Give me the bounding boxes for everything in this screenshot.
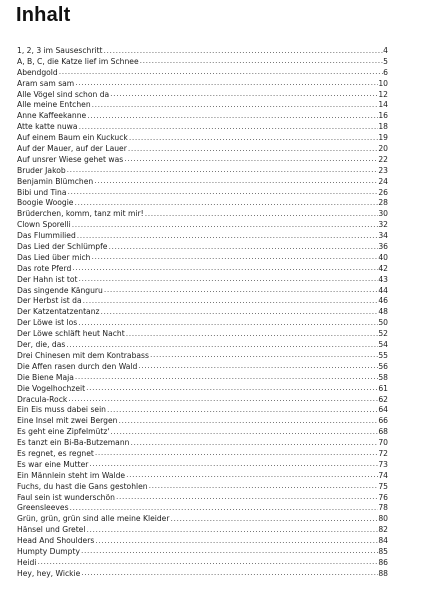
toc-entry-page-number: 4 (383, 46, 388, 55)
toc-entry-title: Ein Männlein steht im Walde (17, 470, 126, 480)
toc-entry (17, 471, 388, 482)
toc-entry-page-number: 5 (383, 56, 388, 66)
toc-entry-title: Brüderchen, komm, tanz mit mir! (17, 209, 144, 219)
toc-entry-page-number: 10 (378, 78, 388, 88)
toc-entry-title: Faul sein ist wunderschön (17, 492, 115, 502)
toc-entry-title: Abendgold (17, 67, 58, 77)
toc-entry (17, 427, 388, 438)
dot-leader (89, 459, 378, 470)
page-title: Inhalt (16, 4, 71, 26)
toc-entry-page-number: 85 (378, 546, 388, 556)
toc-entry-page-number: 86 (378, 557, 388, 567)
dot-leader (87, 111, 378, 122)
dot-leader (59, 67, 383, 78)
toc-entry (17, 122, 388, 133)
toc-entry-page-number: 66 (378, 416, 388, 426)
toc-entry (17, 547, 388, 558)
toc-entry-title: Auf unsrer Wiese gehet was (17, 154, 124, 164)
toc-entry-page-number: 62 (378, 394, 388, 404)
dot-leader (101, 307, 379, 318)
toc-entry-page-number: 34 (378, 231, 388, 241)
dot-leader (149, 481, 379, 492)
toc-entry (17, 460, 388, 471)
toc-entry-page-number: 76 (378, 492, 388, 502)
toc-entry-title: Es war eine Mutter (17, 459, 89, 469)
toc-entry-title: Es regnet, es regnet (17, 448, 94, 458)
toc-entry-page-number: 80 (378, 514, 388, 524)
dot-leader (86, 383, 378, 394)
table-of-contents (17, 46, 388, 580)
toc-entry-title: Anne Kaffeekanne (17, 111, 87, 121)
toc-entry-page-number: 28 (378, 198, 388, 208)
dot-leader (116, 492, 378, 503)
dot-leader (170, 514, 378, 525)
toc-entry (17, 525, 388, 536)
toc-entry-title: Ein Eis muss dabei sein (17, 405, 106, 415)
toc-entry (17, 318, 388, 329)
toc-entry (17, 79, 388, 90)
dot-leader (78, 318, 378, 329)
toc-entry (17, 569, 388, 580)
toc-entry (17, 133, 388, 144)
toc-entry (17, 264, 388, 275)
toc-entry (17, 166, 388, 177)
toc-entry-title: Es tanzt ein Bi-Ba-Butzemann (17, 438, 130, 448)
toc-entry-page-number: 46 (378, 296, 388, 306)
dot-leader (108, 242, 378, 253)
toc-entry (17, 100, 388, 111)
toc-entry-page-number: 26 (378, 187, 388, 197)
toc-entry-title: Eine Insel mit zwei Bergen (17, 416, 118, 426)
toc-entry-title: Drei Chinesen mit dem Kontrabass (17, 350, 149, 360)
toc-entry (17, 384, 388, 395)
dot-leader (72, 220, 379, 231)
toc-entry (17, 482, 388, 493)
toc-entry (17, 57, 388, 68)
toc-entry-title: Greensleeves (17, 503, 69, 513)
toc-entry-title: Aram sam sam (17, 78, 75, 88)
dot-leader (94, 176, 378, 187)
toc-entry-title: Der Katzentatzentanz (17, 307, 100, 317)
toc-entry (17, 558, 388, 569)
toc-entry-page-number: 56 (378, 361, 388, 371)
toc-entry-title: Die Affen rasen durch den Wald (17, 361, 138, 371)
dot-leader (128, 144, 378, 155)
toc-entry (17, 68, 388, 79)
toc-entry-title: Bibi und Tina (17, 187, 67, 197)
toc-entry-page-number: 74 (378, 470, 388, 480)
toc-entry (17, 253, 388, 264)
toc-entry-page-number: 42 (378, 263, 388, 273)
dot-leader (104, 46, 384, 57)
toc-entry-page-number: 44 (378, 285, 388, 295)
dot-leader (110, 89, 378, 100)
toc-entry-title: Der, die, das (17, 340, 66, 350)
toc-entry-page-number: 50 (378, 318, 388, 328)
toc-entry (17, 220, 388, 231)
dot-leader (68, 187, 379, 198)
dot-leader (110, 427, 378, 438)
toc-entry (17, 536, 388, 547)
toc-entry-title: Das singende Känguru (17, 285, 103, 295)
dot-leader (75, 78, 378, 89)
toc-entry (17, 111, 388, 122)
toc-entry-page-number: 58 (378, 372, 388, 382)
toc-entry-page-number: 73 (378, 459, 388, 469)
toc-entry-title: Boogie Woogie (17, 198, 74, 208)
toc-entry (17, 514, 388, 525)
toc-entry-title: Das Lied der Schlümpfe (17, 242, 108, 252)
dot-leader (81, 546, 378, 557)
toc-entry (17, 493, 388, 504)
toc-entry-title: Das Lied über mich (17, 252, 91, 262)
dot-leader (79, 274, 379, 285)
toc-entry-title: Fuchs, du hast die Gans gestohlen (17, 481, 148, 491)
toc-entry (17, 286, 388, 297)
toc-entry (17, 362, 388, 373)
dot-leader (140, 56, 384, 67)
toc-entry (17, 46, 388, 57)
dot-leader (83, 296, 379, 307)
toc-entry (17, 242, 388, 253)
dot-leader (104, 285, 378, 296)
toc-entry-title: Grün, grün, grün sind alle meine Kleider (17, 514, 170, 524)
toc-entry (17, 503, 388, 514)
toc-entry-title: Benjamin Blümchen (17, 176, 94, 186)
toc-entry (17, 405, 388, 416)
toc-entry (17, 307, 388, 318)
toc-entry-title: Dracula-Rock (17, 394, 68, 404)
dot-leader (68, 394, 378, 405)
toc-entry-title: Alle Vögel sind schon da (17, 89, 110, 99)
dot-leader (37, 557, 378, 568)
dot-leader (92, 100, 379, 111)
toc-entry-page-number: 6 (383, 67, 388, 77)
toc-entry-page-number: 14 (378, 100, 388, 110)
toc-entry-page-number: 75 (378, 481, 388, 491)
toc-entry-page-number: 78 (378, 503, 388, 513)
toc-entry-title: Der Herbst ist da (17, 296, 82, 306)
toc-entry-page-number: 20 (378, 144, 388, 154)
toc-entry-title: A, B, C, die Katze lief im Schnee (17, 56, 139, 66)
toc-entry-page-number: 54 (378, 340, 388, 350)
toc-entry-page-number: 30 (378, 209, 388, 219)
toc-entry-title: Clown Sporelli (17, 220, 71, 230)
toc-entry-page-number: 64 (378, 405, 388, 415)
dot-leader (86, 525, 378, 536)
toc-entry-title: Atte katte nuwa (17, 122, 78, 132)
dot-leader (145, 209, 379, 220)
toc-entry (17, 329, 388, 340)
toc-entry (17, 340, 388, 351)
toc-entry-title: Der Hahn ist tot (17, 274, 78, 284)
toc-entry (17, 373, 388, 384)
toc-entry-page-number: 40 (378, 252, 388, 262)
toc-entry (17, 231, 388, 242)
dot-leader (150, 350, 378, 361)
toc-entry (17, 296, 388, 307)
toc-entry-title: Die Biene Maja (17, 372, 74, 382)
toc-entry-page-number: 52 (378, 329, 388, 339)
toc-entry-page-number: 12 (378, 89, 388, 99)
toc-entry-page-number: 82 (378, 525, 388, 535)
toc-entry-title: Das rote Pferd (17, 263, 72, 273)
toc-entry (17, 144, 388, 155)
toc-entry-page-number: 24 (378, 176, 388, 186)
dot-leader (138, 361, 378, 372)
toc-entry-title: Der Löwe schläft heut Nacht (17, 329, 125, 339)
toc-entry-page-number: 32 (378, 220, 388, 230)
toc-entry-page-number: 22 (378, 154, 388, 164)
toc-entry (17, 351, 388, 362)
toc-entry (17, 188, 388, 199)
toc-entry-title: Heidi (17, 557, 37, 567)
toc-entry-title: Hey, hey, Wickie (17, 568, 81, 578)
toc-entry-title: Bruder Jakob (17, 165, 66, 175)
toc-entry-title: Die Vogelhochzeit (17, 383, 86, 393)
toc-entry-title: Humpty Dumpty (17, 546, 80, 556)
dot-leader (75, 372, 378, 383)
toc-entry (17, 275, 388, 286)
dot-leader (107, 405, 378, 416)
toc-entry-page-number: 18 (378, 122, 388, 132)
toc-entry-title: Der Löwe ist los (17, 318, 78, 328)
toc-entry (17, 416, 388, 427)
dot-leader (79, 122, 379, 133)
toc-entry-page-number: 43 (378, 274, 388, 284)
dot-leader (91, 252, 378, 263)
toc-entry-title: 1, 2, 3 im Sauseschritt (17, 46, 103, 55)
toc-entry (17, 198, 388, 209)
toc-entry-title: Alle meine Entchen (17, 100, 91, 110)
dot-leader (66, 340, 378, 351)
toc-entry (17, 177, 388, 188)
toc-entry-title: Auf einem Baum ein Kuckuck (17, 133, 128, 143)
toc-entry-title: Es geht eine Zipfelmütz' (17, 427, 110, 437)
dot-leader (118, 416, 378, 427)
dot-leader (129, 133, 379, 144)
toc-entry (17, 90, 388, 101)
toc-entry (17, 155, 388, 166)
toc-entry-page-number: 19 (378, 133, 388, 143)
toc-entry-page-number: 84 (378, 536, 388, 546)
dot-leader (126, 329, 379, 340)
dot-leader (124, 154, 378, 165)
toc-entry-page-number: 36 (378, 242, 388, 252)
toc-entry (17, 449, 388, 460)
toc-entry-page-number: 23 (378, 165, 388, 175)
toc-entry (17, 209, 388, 220)
toc-entry-page-number: 70 (378, 438, 388, 448)
toc-entry-page-number: 68 (378, 427, 388, 437)
dot-leader (74, 198, 378, 209)
dot-leader (81, 568, 378, 579)
toc-entry (17, 395, 388, 406)
dot-leader (77, 231, 379, 242)
toc-entry-title: Hänsel und Gretel (17, 525, 86, 535)
dot-leader (95, 536, 378, 547)
toc-entry-page-number: 72 (378, 448, 388, 458)
dot-leader (95, 448, 378, 459)
dot-leader (130, 438, 378, 449)
dot-leader (70, 503, 379, 514)
dot-leader (72, 263, 378, 274)
toc-entry (17, 438, 388, 449)
dot-leader (126, 470, 378, 481)
toc-entry-title: Das Flummilied (17, 231, 76, 241)
toc-entry-page-number: 16 (378, 111, 388, 121)
toc-entry-title: Head And Shoulders (17, 536, 95, 546)
toc-entry-page-number: 61 (378, 383, 388, 393)
dot-leader (67, 165, 379, 176)
toc-entry-title: Auf der Mauer, auf der Lauer (17, 144, 127, 154)
toc-entry-page-number: 48 (378, 307, 388, 317)
toc-entry-page-number: 88 (378, 568, 388, 578)
toc-entry-page-number: 55 (378, 350, 388, 360)
